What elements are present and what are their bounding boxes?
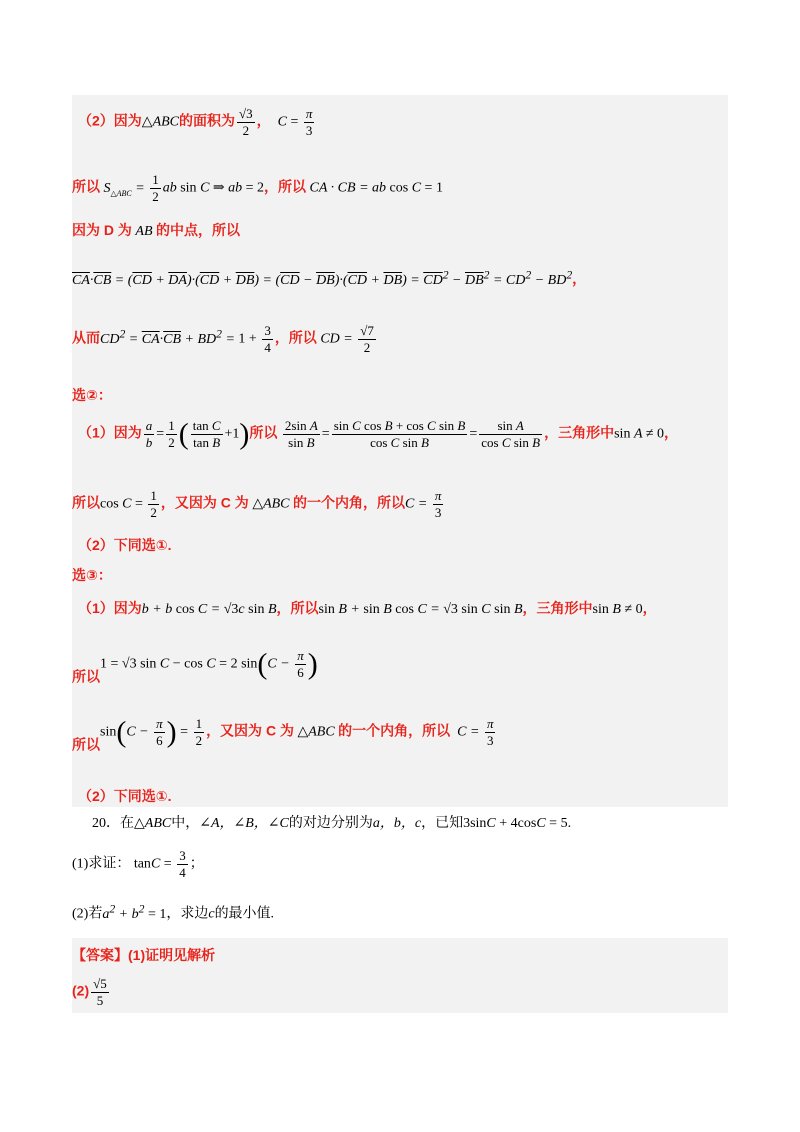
fraction: $\frac{√3}{2}$ — [239, 106, 253, 138]
solution-line-11: （1）因为b + b cos C = √3c sin B，所以sin B + sin B cos C = √3 sin C sin B，三角形中sin B ≠ 0， — [78, 600, 657, 617]
problem-20-part-1: (1)求证： tanC = $\frac{3}{4}$ ； — [72, 848, 204, 880]
solution-line-2: 所以 $S_{\triangle ABC}$ = $\frac{1}{2}$ ab sin C ⇒ ab = 2，所以 CA · CB = ab cos C = 1 — [72, 172, 443, 204]
solution-line-13: 所以sin(C − $\frac{\pi}{6}$ ) = $\frac{1}{2}$ ，又因为 C 为 △ABC 的一个内角，所以 C = $\frac{\pi}{3}$ — [72, 715, 494, 753]
option-2-label: 选②： — [72, 387, 112, 403]
fraction: $\frac{3}{4}$ — [264, 323, 271, 355]
solution-line-1: （2）因为△ABC的面积为 $\frac{√3}{2}$ ， C = $\frac{\pi}{3}$ — [78, 106, 313, 138]
fraction: $\frac{\pi}{6}$ — [156, 716, 163, 748]
solution-line-8: 所以cos C = $\frac{1}{2}$ ，又因为 C 为 △ABC 的一个内角，所以C = $\frac{\pi}{3}$ — [72, 488, 442, 520]
fraction: $\frac{\text{sin C cos B + cos C sin B}}{\text{cos C sin B}}$ — [333, 418, 466, 450]
solution-line-7: （1）因为 $\frac{a}{b}$ = $\frac{1}{2}$ ( $\frac{\text{tan C}}{\text{tan B}}$ +1)所以 $\frac{\text{2sin A}}{\text{sin B}}$ = $\frac{\text{sin C cos B + cos C sin B}}{\text{cos C sin B}}$ = $\frac{\text{sin A}}{\text{cos C sin B}}$ ，三角形中sin A ≠ 0， — [78, 417, 678, 451]
problem-20-statement: 20．在△ABC中，∠A，∠B，∠C的对边分别为a，b，c，已知3sinC + 4cosC = 5. — [92, 816, 572, 831]
fraction: $\frac{\text{2sin A}}{\text{sin B}}$ — [284, 418, 318, 450]
fraction: $\frac{√5}{5}$ — [93, 976, 107, 1008]
solution-line-12: 所以1 = √3 sin C − cos C = 2 sin(C − $\frac{\pi}{6}$ ) — [72, 647, 318, 685]
fraction: $\frac{a}{b}$ — [145, 418, 153, 450]
fraction: $\frac{\text{sin A}}{\text{cos C sin B}}$ — [481, 418, 541, 450]
answer-heading: 【答案】(1)证明见解析 — [72, 947, 216, 963]
fraction: $\frac{3}{4}$ — [179, 848, 186, 880]
fraction: $\frac{1}{2}$ — [168, 418, 175, 450]
fraction: $\frac{\pi}{3}$ — [434, 488, 442, 520]
fraction: $\frac{\pi}{3}$ — [305, 106, 313, 138]
solution-line-4: $\overline{CA}\cdot\overline{CB} = (\overline{CD} + \overline{DA})\cdot(\overline{CD} + \overline{DB}) = (\overline{CD} - \overline{DB})\cdot(\overline{CD} + \overline{DB}) = \overline{CD}^2 - \overline{DB}^2 = CD^2 - BD^2$， — [72, 268, 587, 288]
fraction: $\frac{1}{2}$ — [152, 172, 159, 204]
option-3-label: 选③： — [72, 567, 112, 583]
solution-line-5: 从而$CD^2 = \overline{CA}\cdot\overline{CB} + BD^2 = 1$ + $\frac{3}{4}$ ，所以 CD = $\frac{√7}{2}$ — [72, 323, 374, 355]
fraction: $\frac{\pi}{3}$ — [486, 716, 494, 748]
solution-line-9: （2）下同选①. — [78, 537, 172, 553]
solution-line-3: 因为 D 为 AB 的中点，所以 — [72, 222, 240, 239]
fraction: $\frac{√7}{2}$ — [360, 323, 374, 355]
fraction: $\frac{1}{2}$ — [195, 716, 203, 748]
problem-20-part-2: (2)若$a^2 + b^2 = 1$，求边c的最小值. — [72, 902, 275, 922]
solution-line-14: （2）下同选①. — [78, 788, 172, 804]
fraction: $\frac{\pi}{6}$ — [297, 648, 304, 680]
fraction: $\frac{\text{tan C}}{\text{tan B}}$ — [192, 418, 221, 450]
answer-part-2: (2) $\frac{√5}{5}$ — [72, 976, 107, 1008]
fraction: $\frac{1}{2}$ — [150, 488, 157, 520]
